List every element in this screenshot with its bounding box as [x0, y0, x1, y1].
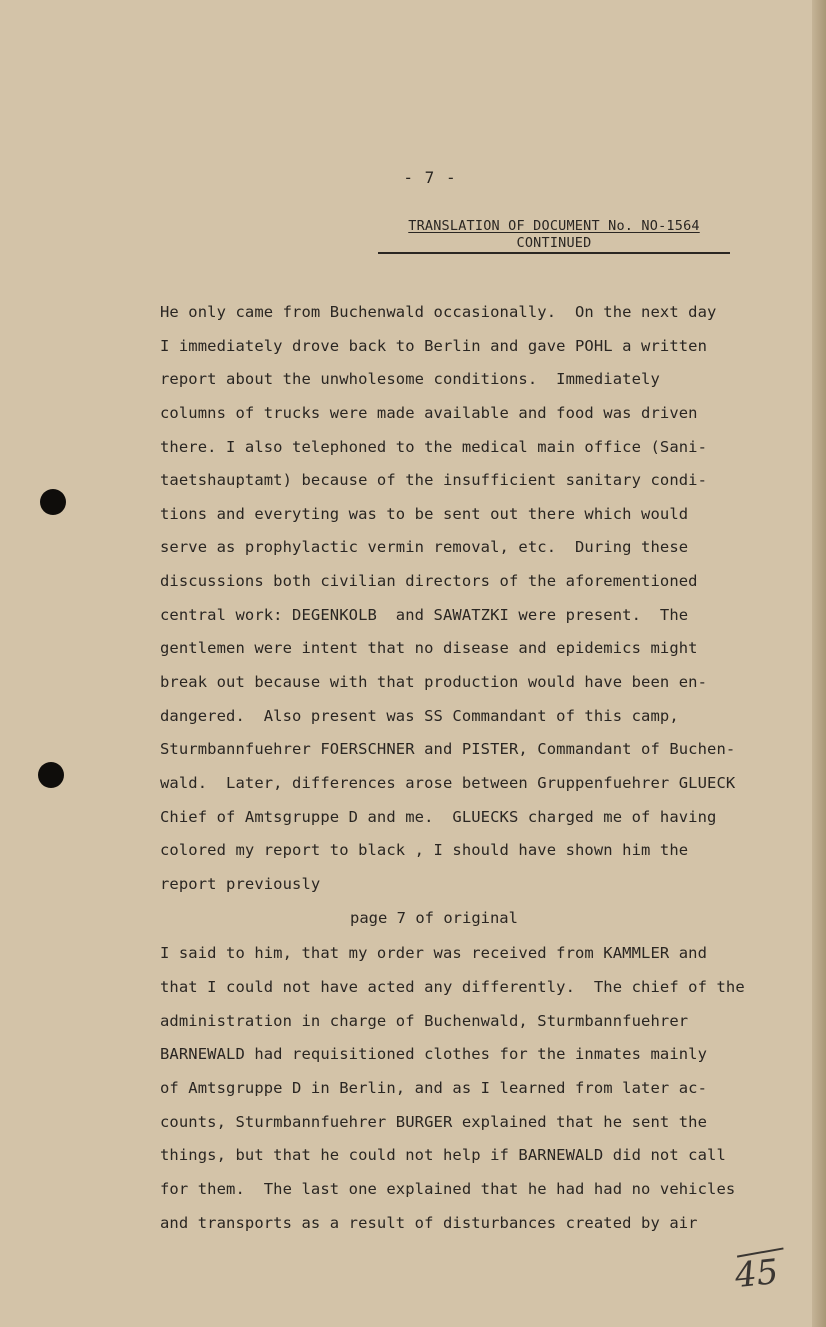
text-line: dangered. Also present was SS Commandant of this camp,: [160, 707, 679, 725]
text-line: break out because with that production would have been en-: [160, 673, 708, 691]
text-line: discussions both civilian directors of the aforementioned: [160, 572, 698, 590]
text-line: there. I also telephoned to the medical main office (Sani-: [160, 438, 708, 456]
original-page-caption: page 7 of original: [350, 909, 518, 927]
text-line: Sturmbannfuehrer FOERSCHNER and PISTER, Commandant of Buchen-: [160, 740, 736, 758]
handwritten-page-number: 45: [733, 1251, 781, 1297]
text-line: central work: DEGENKOLB and SAWATZKI were present. The: [160, 606, 689, 624]
text-line: serve as prophylactic vermin removal, etc. During these: [160, 538, 689, 556]
page-number: - 7 -: [403, 168, 457, 187]
text-line: He only came from Buchenwald occasionally. On the next day: [160, 303, 717, 321]
text-line: Chief of Amtsgruppe D and me. GLUECKS charged me of having: [160, 808, 717, 826]
text-line: I immediately drove back to Berlin and gave POHL a written: [160, 337, 708, 355]
text-line: columns of trucks were made available and food was driven: [160, 404, 698, 422]
text-line: counts, Sturmbannfuehrer BURGER explained that he sent the: [160, 1113, 708, 1131]
text-line: for them. The last one explained that he had had no vehicles: [160, 1180, 736, 1198]
text-line: I said to him, that my order was received from KAMMLER and: [160, 944, 708, 962]
text-line: BARNEWALD had requisitioned clothes for the inmates mainly: [160, 1045, 708, 1063]
text-line: colored my report to black , I should have shown him the: [160, 841, 689, 859]
text-line: and transports as a result of disturbances created by air: [160, 1214, 698, 1232]
text-line: gentlemen were intent that no disease and epidemics might: [160, 639, 698, 657]
text-line: report previously: [160, 875, 321, 893]
text-line: taetshauptamt) because of the insufficient sanitary condi-: [160, 471, 708, 489]
text-line: tions and everyting was to be sent out there which would: [160, 505, 689, 523]
heading-continued: CONTINUED: [516, 235, 592, 251]
text-line: that I could not have acted any differently. The chief of the: [160, 978, 745, 996]
text-line: report about the unwholesome conditions. Immediately: [160, 370, 660, 388]
heading-title: TRANSLATION OF DOCUMENT No. NO-1564: [408, 218, 700, 234]
text-line: wald. Later, differences arose between Gruppenfuehrer GLUECK: [160, 774, 736, 792]
text-line: things, but that he could not help if BARNEWALD did not call: [160, 1146, 726, 1164]
text-line: of Amtsgruppe D in Berlin, and as I learned from later ac-: [160, 1079, 708, 1097]
text-line: administration in charge of Buchenwald, Sturmbannfuehrer: [160, 1012, 689, 1030]
